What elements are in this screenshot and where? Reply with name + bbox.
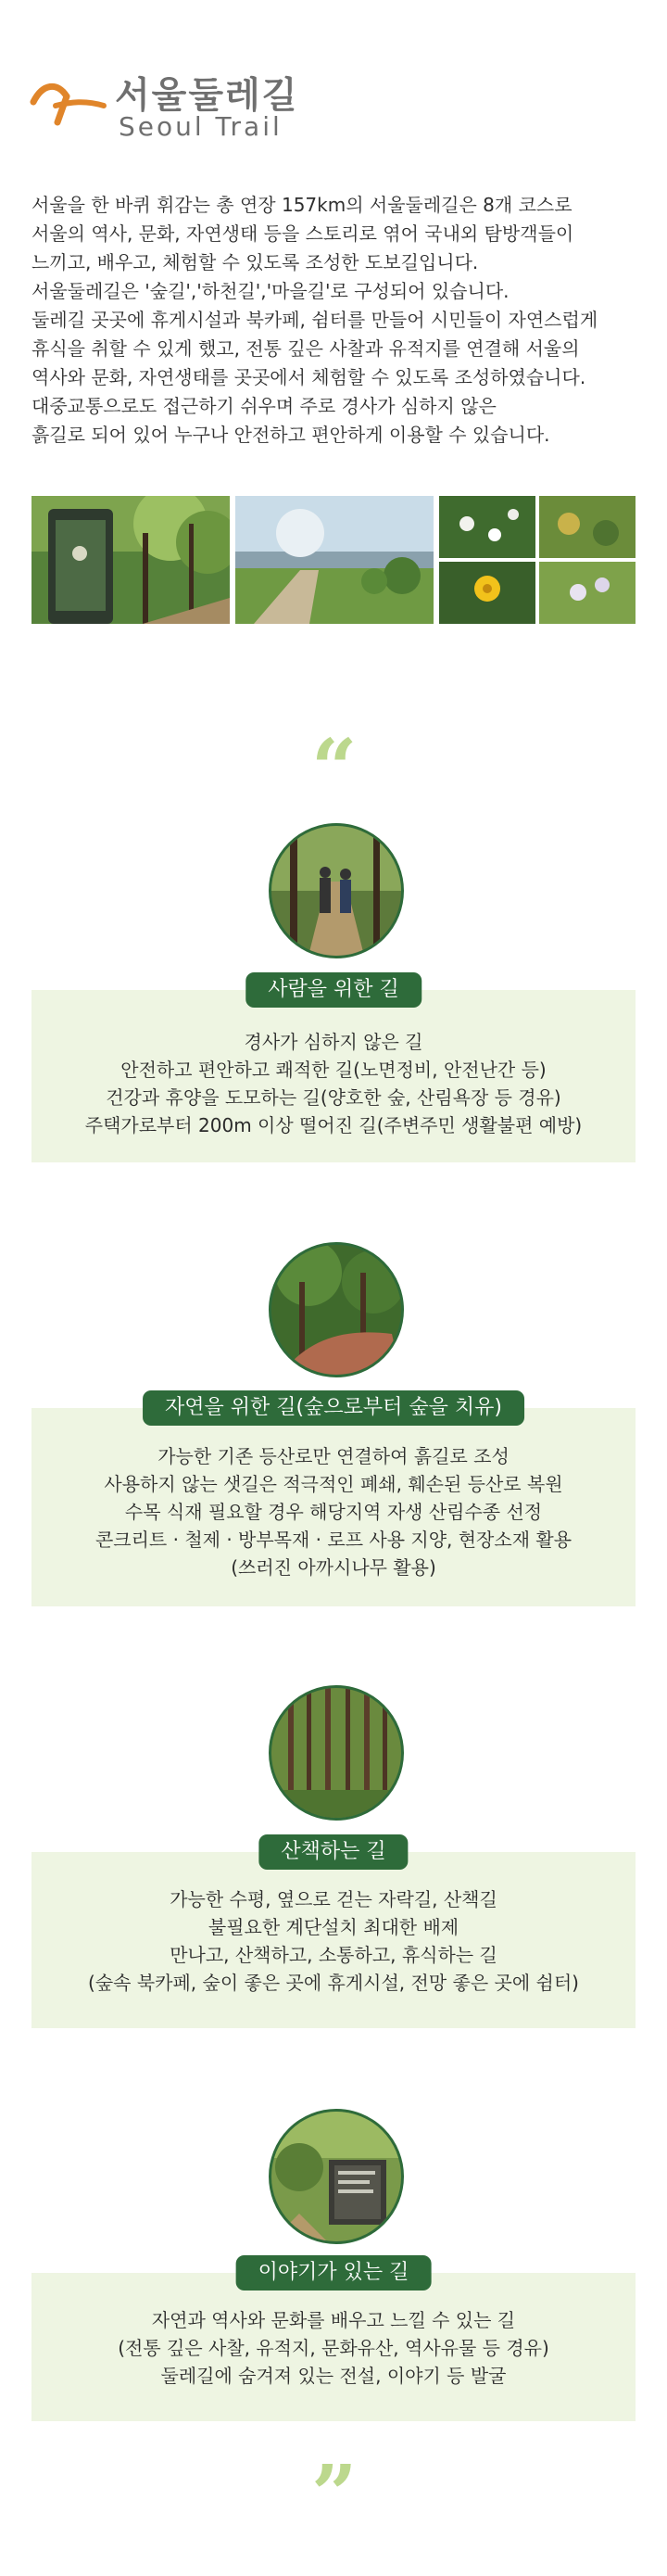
intro-line: 느끼고, 배우고, 체험할 수 있도록 조성한 도보길입니다. — [31, 251, 479, 273]
section-title: 사람을 위한 길 — [245, 972, 422, 1008]
section-line: 만나고, 산책하고, 소통하고, 휴식하는 길 — [170, 1944, 497, 1966]
section-line: 가능한 기존 등산로만 연결하여 흙길로 조성 — [157, 1445, 510, 1467]
section-photo-pine-forest — [269, 1685, 404, 1821]
photo-strip — [31, 496, 636, 624]
section-line: 불필요한 계단설치 최대한 배제 — [208, 1916, 459, 1938]
section-line: 경사가 심하지 않은 길 — [244, 1031, 423, 1053]
logo-english-text: Seoul Trail — [119, 111, 283, 142]
section-line: 가능한 수평, 옆으로 걷는 자락길, 산책길 — [170, 1888, 497, 1910]
section-line: (숲속 북카페, 숲이 좋은 곳에 휴게시설, 전망 좋은 곳에 쉼터) — [88, 1972, 579, 1994]
section-line: 안전하고 편안하고 쾌적한 길(노면정비, 안전난간 등) — [120, 1059, 547, 1081]
seoul-trail-logo — [30, 67, 326, 141]
intro-line: 역사와 문화, 자연생태를 곳곳에서 체험할 수 있도록 조성하였습니다. — [31, 366, 586, 388]
forest-signpost-photo — [31, 496, 230, 624]
trail-mark-icon — [30, 74, 107, 126]
logo-korean-text: 서울둘레길 — [115, 75, 299, 117]
intro-paragraph — [31, 191, 643, 450]
intro-line: 서울의 역사, 문화, 자연생태 등을 스토리로 엮어 국내외 탐방객들이 — [31, 222, 574, 245]
open-quote-mark: “ — [311, 722, 358, 816]
hill-path-photo — [235, 496, 434, 624]
intro-line: 휴식을 취할 수 있게 했고, 전통 깊은 사찰과 유적지를 연결해 서울의 — [31, 337, 580, 360]
section-line: 주택가로부터 200m 이상 떨어진 길(주변주민 생활불편 예방) — [84, 1114, 583, 1136]
section-line: 둘레길에 숨겨져 있는 전설, 이야기 등 발굴 — [160, 2365, 507, 2387]
wildflower-photo-grid — [439, 496, 636, 624]
section-photo-hikers — [269, 823, 404, 958]
intro-line: 대중교통으로도 접근하기 쉬우며 주로 경사가 심하지 않은 — [31, 395, 497, 417]
section-content-box — [31, 1852, 636, 2028]
section-line: 건강과 휴양을 도모하는 길(양호한 숲, 산림욕장 등 경유) — [106, 1086, 561, 1109]
intro-line: 서울둘레길은 '숲길','하천길','마을길'로 구성되어 있습니다. — [31, 280, 510, 302]
section-content-box — [31, 1408, 636, 1606]
section-content-box — [31, 990, 636, 1162]
section-line: 수목 식재 필요할 경우 해당지역 자생 산림수종 선정 — [124, 1501, 543, 1523]
section-photo-forest-trail — [269, 1242, 404, 1377]
intro-line: 서울을 한 바퀴 휘감는 총 연장 157km의 서울둘레길은 8개 코스로 — [31, 194, 573, 216]
section-line: 자연과 역사와 문화를 배우고 느낄 수 있는 길 — [151, 2309, 516, 2331]
intro-line: 둘레길 곳곳에 휴게시설과 북카페, 쉼터를 만들어 시민들이 자연스럽게 — [31, 309, 598, 331]
section-title: 자연을 위한 길(숲으로부터 숲을 치유) — [143, 1390, 524, 1426]
section-line: 콘크리트 · 철제 · 방부목재 · 로프 사용 지양, 현장소재 활용 — [94, 1529, 573, 1551]
section-line: (전통 깊은 사찰, 유적지, 문화유산, 역사유물 등 경유) — [118, 2337, 549, 2359]
close-quote-mark: ” — [311, 2448, 358, 2542]
intro-line: 흙길로 되어 있어 누구나 안전하고 편안하게 이용할 수 있습니다. — [31, 424, 550, 446]
section-title: 산책하는 길 — [258, 1834, 408, 1870]
section-line: 사용하지 않는 샛길은 적극적인 폐쇄, 훼손된 등산로 복원 — [104, 1473, 563, 1495]
section-content-box — [31, 2273, 636, 2421]
section-line: (쓰러진 아까시나무 활용) — [231, 1556, 436, 1579]
section-photo-info-board — [269, 2109, 404, 2244]
section-title: 이야기가 있는 길 — [236, 2255, 432, 2290]
